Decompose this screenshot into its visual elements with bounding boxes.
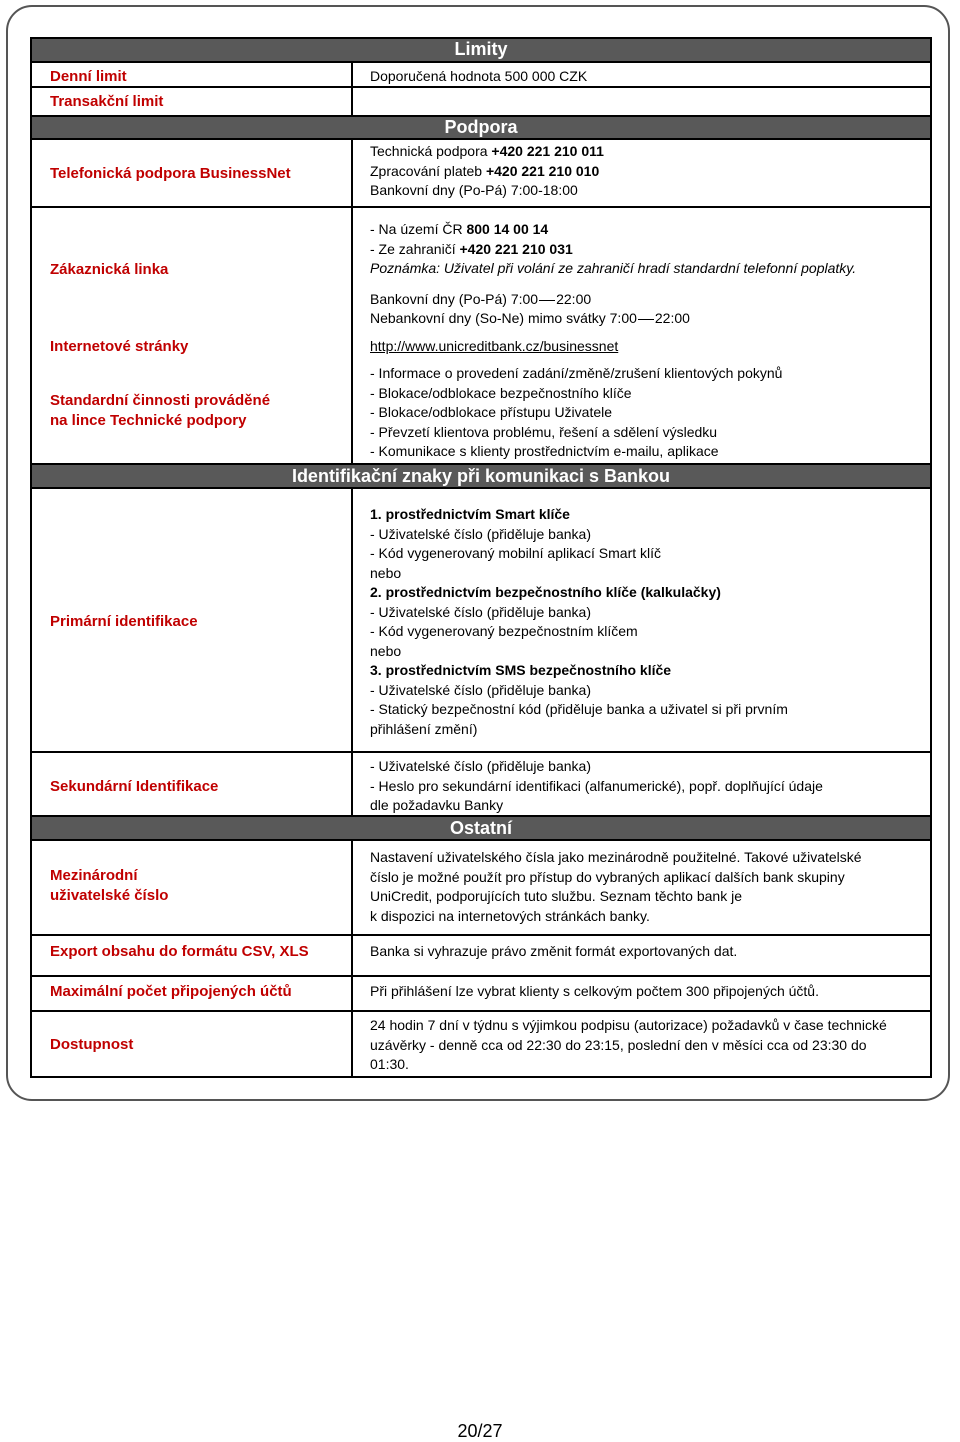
primarni-item: nebo bbox=[370, 564, 402, 581]
bankovni-dny-2-line: Bankovní dny (Po-Pá) 7:00 22:00 bbox=[370, 290, 592, 307]
cinnost-item: - Informace o provedení zadání/změně/zrušení klientových pokynů bbox=[370, 365, 783, 381]
page-number: 20/27 bbox=[457, 1421, 503, 1441]
label-primarni-identifikace: Primární identifikace bbox=[50, 613, 198, 630]
value-internetove-stranky bbox=[370, 337, 932, 357]
value-dostupnost bbox=[370, 1016, 932, 1075]
cinnost-item: - Komunikace s klienty prostřednictvím e-mailu, aplikace bbox=[370, 443, 719, 459]
primarni-item: - Kód vygenerovaný bezpečnostním klíčem bbox=[370, 623, 638, 639]
sekundarni-item: dle požadavku Banky bbox=[370, 797, 504, 813]
value-zakaznicka-linka bbox=[370, 220, 932, 329]
cr-line: - Na území ČR 800 14 00 14 bbox=[370, 221, 549, 237]
businessnet-link[interactable]: http://www.unicreditbank.cz/businessnet bbox=[370, 338, 619, 354]
section-title: Podpora bbox=[444, 117, 518, 137]
primarni-item: přihlášení změní) bbox=[370, 720, 478, 737]
primarni-item: 1. prostřednictvím Smart klíče bbox=[370, 506, 570, 522]
label-export: Export obsahu do formátu CSV, XLS bbox=[50, 943, 309, 960]
tech-podpora-line: Technická podpora +420 221 210 011 bbox=[370, 143, 604, 159]
primarni-item: - Kód vygenerovaný mobilní aplikací Smart klíč bbox=[370, 545, 662, 561]
cinnost-item: - Blokace/odblokace přístupu Uživatele bbox=[370, 404, 613, 420]
value-export: Banka si vyhrazuje právo změnit formát exportovaných dat. bbox=[370, 943, 738, 959]
section-header-limity bbox=[32, 39, 930, 63]
nebankovni-dny-line: Nebankovní dny (So-Ne) mimo svátky 7:00 22:00 bbox=[370, 310, 690, 326]
info-table bbox=[30, 37, 932, 1078]
section-header-ostatni bbox=[32, 815, 930, 841]
row-divider bbox=[32, 934, 930, 936]
label-mezinarodni-cislo: Mezinárodní uživatelské číslo bbox=[50, 867, 169, 904]
bankovni-dny-line: Bankovní dny (Po-Pá) 7:00-18:00 bbox=[370, 182, 578, 198]
poznamka-line: Poznámka: Uživatel při volání ze zahraničí hradí standardní telefonní poplatky. bbox=[370, 260, 857, 276]
label-denni-limit: Denní limit bbox=[50, 68, 127, 85]
mezinarodni-line: číslo je možné použít pro přístup do vybraných aplikací dalších bank skupiny bbox=[370, 868, 845, 885]
primarni-item: - Uživatelské číslo (přiděluje banka) bbox=[370, 603, 591, 620]
section-header-identifikace bbox=[32, 463, 930, 489]
label-telefonicka-podpora: Telefonická podpora BusinessNet bbox=[50, 165, 291, 182]
primarni-item: - Uživatelské číslo (přiděluje banka) bbox=[370, 681, 591, 698]
dash-line bbox=[539, 290, 555, 301]
section-title: Identifikační znaky při komunikaci s Bankou bbox=[291, 466, 671, 486]
primarni-item: 2. prostřednictvím bezpečnostního klíče (kalkulačky) bbox=[370, 584, 721, 600]
value-telefonicka-podpora bbox=[370, 142, 932, 201]
dostupnost-line: 01:30. bbox=[370, 1056, 409, 1072]
section-header-podpora bbox=[32, 115, 930, 140]
mezinarodni-line: UniCredit, podporujících tuto službu. Seznam těchto bank je bbox=[370, 888, 742, 904]
sekundarni-item: - Heslo pro sekundární identifikaci (alfanumerické), popř. doplňující údaje bbox=[370, 777, 823, 794]
primarni-item: nebo bbox=[370, 642, 402, 659]
row-divider bbox=[32, 1010, 930, 1012]
row-divider bbox=[32, 975, 930, 977]
column-divider bbox=[351, 839, 353, 1078]
dostupnost-line: uzávěrky - denně cca od 22:30 do 23:15, poslední den v měsíci cca od 23:30 do bbox=[370, 1036, 867, 1053]
label-sekundarni-identifikace: Sekundární Identifikace bbox=[50, 778, 219, 795]
mezinarodni-line: Nastavení uživatelského čísla jako mezinárodně použitelné. Takové uživatelské bbox=[370, 849, 862, 865]
label-standardni-cinnosti: Standardní činnosti prováděné na lince Technické podpory bbox=[50, 392, 271, 429]
label-internetove-stranky: Internetové stránky bbox=[50, 338, 189, 355]
row-divider bbox=[32, 206, 930, 208]
label-max-pocet: Maximální počet připojených účtů bbox=[50, 983, 292, 1000]
primarni-item: - Statický bezpečnostní kód (přiděluje banka a uživatel si při prvním bbox=[370, 701, 788, 717]
dostupnost-line: 24 hodin 7 dní v týdnu s výjimkou podpisu (autorizace) požadavků v čase technické bbox=[370, 1017, 887, 1033]
value-max-pocet: Při přihlášení lze vybrat klienty s celkovým počtem 300 připojených účtů. bbox=[370, 983, 819, 999]
spacer bbox=[370, 279, 932, 290]
value-mezinarodni-cislo bbox=[370, 848, 932, 926]
value-primarni-identifikace bbox=[370, 505, 932, 739]
section-title: Limity bbox=[454, 39, 508, 59]
section-title: Ostatní bbox=[449, 818, 512, 838]
column-divider bbox=[351, 488, 353, 815]
value-standardni-cinnosti bbox=[370, 364, 932, 462]
dash-line bbox=[638, 309, 654, 320]
primarni-item: 3. prostřednictvím SMS bezpečnostního klíče bbox=[370, 662, 672, 678]
row-divider bbox=[32, 751, 930, 753]
primarni-item: - Uživatelské číslo (přiděluje banka) bbox=[370, 525, 591, 542]
label-zakaznicka-linka: Zákaznická linka bbox=[50, 261, 169, 278]
value-denni-limit: Doporučená hodnota 500 000 CZK bbox=[370, 68, 588, 84]
cinnost-item: - Převzetí klientova problému, řešení a sdělení výsledku bbox=[370, 423, 718, 440]
column-divider bbox=[351, 61, 353, 116]
mezinarodni-line: k dispozici na internetových stránkách banky. bbox=[370, 907, 650, 924]
zahranici-line: - Ze zahraničí +420 221 210 031 bbox=[370, 240, 573, 257]
column-divider bbox=[351, 139, 353, 464]
sekundarni-item: - Uživatelské číslo (přiděluje banka) bbox=[370, 758, 591, 774]
label-dostupnost: Dostupnost bbox=[50, 1036, 134, 1053]
cinnost-item: - Blokace/odblokace bezpečnostního klíče bbox=[370, 384, 632, 401]
label-transakcni-limit: Transakční limit bbox=[50, 93, 164, 110]
value-sekundarni-identifikace bbox=[370, 757, 932, 816]
zprac-plateb-line: Zpracování plateb +420 221 210 010 bbox=[370, 162, 600, 179]
